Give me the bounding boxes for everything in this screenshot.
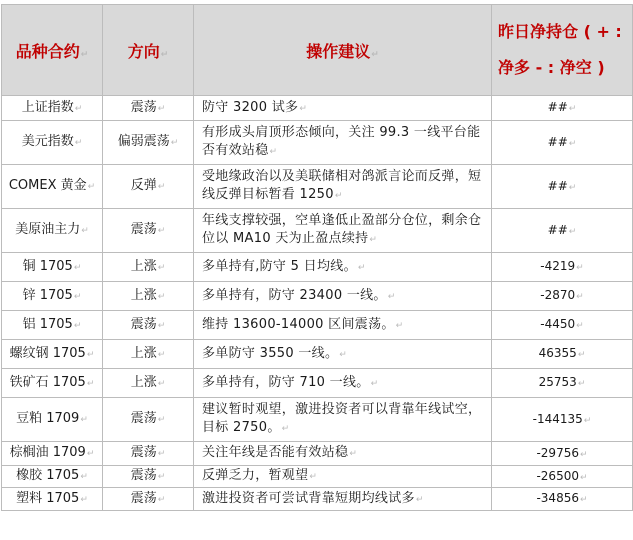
direction-cell: 上涨↵ [103,282,194,311]
paragraph-mark: ↵ [349,449,358,459]
paragraph-mark: ↵ [157,103,166,114]
header-direction: 方向↵ [103,5,194,96]
contract-cell: 铝 1705↵ [2,311,103,340]
table-row [2,340,633,369]
paragraph-mark: ↵ [81,226,89,236]
net-position-cell: -4450↵ [492,311,633,340]
contract-cell: 棕榈油 1709↵ [2,442,103,466]
net-position-cell: -29756↵ [492,442,633,466]
direction-cell: 震荡↵ [103,466,194,488]
paragraph-mark: ↵ [395,320,404,331]
paragraph-mark: ↵ [415,494,424,505]
direction-cell: 震荡↵ [103,442,194,466]
contract-cell: 铜 1705↵ [2,253,103,282]
table-row [2,311,633,340]
paragraph-mark: ↵ [281,424,290,434]
paragraph-mark: ↵ [579,495,588,505]
paragraph-mark: ↵ [269,147,278,157]
direction-cell: 震荡↵ [103,311,194,340]
paragraph-mark: ↵ [568,182,577,193]
net-position-cell: -144135↵ [492,398,633,442]
paragraph-mark: ↵ [579,472,588,483]
paragraph-mark: ↵ [157,378,166,389]
advice-cell: 多单持有,防守 5 日均线。↵ [194,253,492,282]
paragraph-mark: ↵ [577,379,586,389]
contract-cell: 豆粕 1709↵ [2,398,103,442]
paragraph-mark: ↵ [579,449,588,460]
net-position-cell: ##↵ [492,96,633,121]
paragraph-mark: ↵ [357,262,366,273]
paragraph-mark: ↵ [387,291,396,302]
header-net-position: 昨日净持仓 ( + : 净多 - : 净空 ) [492,5,633,96]
paragraph-mark: ↵ [73,320,82,331]
contract-cell: 塑料 1705↵ [2,488,103,511]
header-advice: 操作建议↵ [194,5,492,96]
contract-cell: 螺纹钢 1705↵ [2,340,103,369]
advice-cell: 有形成头肩顶形态倾向，关注 99.3 一线平台能否有效站稳↵ [194,121,492,165]
paragraph-mark: ↵ [80,472,88,482]
table-row [2,209,633,253]
net-position-cell: -4219↵ [492,253,633,282]
paragraph-mark: ↵ [86,378,95,389]
contract-cell: 铁矿石 1705↵ [2,369,103,398]
contract-cell: 美元指数↵ [2,121,103,165]
table-row [2,282,633,311]
table-row [2,165,633,209]
direction-cell: 偏弱震荡↵ [103,121,194,165]
net-position-cell: 46355↵ [492,340,633,369]
paragraph-mark: ↵ [74,103,83,114]
direction-cell: 反弹↵ [103,165,194,209]
paragraph-mark: ↵ [86,449,95,459]
table-row [2,121,633,165]
paragraph-mark: ↵ [157,472,166,482]
paragraph-mark: ↵ [87,182,96,192]
table-row [2,253,633,282]
paragraph-mark: ↵ [157,449,166,459]
paragraph-mark: ↵ [339,349,348,360]
paragraph-mark: ↵ [74,138,83,148]
paragraph-mark: ↵ [299,103,308,114]
paragraph-mark: ↵ [80,415,88,425]
paragraph-mark: ↵ [157,320,166,331]
table-row [2,96,633,121]
paragraph-mark: ↵ [157,182,166,192]
paragraph-mark: ↵ [369,235,378,245]
paragraph-mark: ↵ [568,226,577,237]
paragraph-mark: ↵ [73,262,82,273]
net-position-cell: -2870↵ [492,282,633,311]
advice-cell: 建议暂时观望，激进投资者可以背靠年线试空，目标 2750。↵ [194,398,492,442]
paragraph-mark: ↵ [86,349,95,360]
table-row [2,466,633,488]
contract-cell: 美原油主力↵ [2,209,103,253]
contract-cell: 上证指数↵ [2,96,103,121]
paragraph-mark: ↵ [568,138,577,149]
paragraph-mark: ↵ [576,263,584,273]
paragraph-mark: ↵ [73,291,82,302]
net-position-cell: ##↵ [492,209,633,253]
advice-cell: 多单持有，防守 710 一线。↵ [194,369,492,398]
paragraph-mark: ↵ [157,226,166,236]
direction-cell: 震荡↵ [103,488,194,511]
paragraph-mark: ↵ [568,104,577,114]
advice-cell: 反弹乏力，暂观望↵ [194,466,492,488]
direction-cell: 震荡↵ [103,398,194,442]
advice-cell: 受地缘政治以及美联储相对鸽派言论而反弹，短线反弹目标暂看 1250↵ [194,165,492,209]
contract-cell: 锌 1705↵ [2,282,103,311]
paragraph-mark: ↵ [370,378,379,389]
header-contract: 品种合约↵ [2,5,103,96]
paragraph-mark: ↵ [157,291,166,302]
advice-cell: 防守 3200 试多↵ [194,96,492,121]
paragraph-mark: ↵ [157,349,166,360]
paragraph-mark: ↵ [334,191,343,201]
net-position-cell: ##↵ [492,121,633,165]
futures-advice-table [1,4,633,511]
paragraph-mark: ↵ [157,494,166,505]
contract-cell: COMEX 黄金↵ [2,165,103,209]
table-row [2,442,633,466]
table-row [2,369,633,398]
net-position-cell: -34856↵ [492,488,633,511]
advice-cell: 多单防守 3550 一线。↵ [194,340,492,369]
advice-cell: 维持 13600-14000 区间震荡。↵ [194,311,492,340]
direction-cell: 上涨↵ [103,253,194,282]
paragraph-mark: ↵ [576,292,584,302]
table-row [2,488,633,511]
paragraph-mark: ↵ [157,415,166,425]
advice-cell: 多单持有，防守 23400 一线。↵ [194,282,492,311]
advice-cell: 关注年线是否能有效站稳↵ [194,442,492,466]
net-position-cell: 25753↵ [492,369,633,398]
direction-cell: 震荡↵ [103,96,194,121]
direction-cell: 震荡↵ [103,209,194,253]
advice-cell: 激进投资者可尝试背靠短期均线试多↵ [194,488,492,511]
paragraph-mark: ↵ [577,350,586,360]
net-position-cell: ##↵ [492,165,633,209]
contract-cell: 橡胶 1705↵ [2,466,103,488]
paragraph-mark: ↵ [583,415,592,426]
paragraph-mark: ↵ [576,321,584,331]
paragraph-mark: ↵ [157,262,166,273]
paragraph-mark: ↵ [170,138,179,148]
table-row [2,398,633,442]
paragraph-mark: ↵ [80,494,88,505]
header-row [2,5,633,96]
direction-cell: 上涨↵ [103,369,194,398]
direction-cell: 上涨↵ [103,340,194,369]
net-position-cell: -26500↵ [492,466,633,488]
paragraph-mark: ↵ [309,472,318,482]
advice-cell: 年线支撑较强，空单逢低止盈部分仓位，剩余仓位以 MA10 天为止盈点续持↵ [194,209,492,253]
